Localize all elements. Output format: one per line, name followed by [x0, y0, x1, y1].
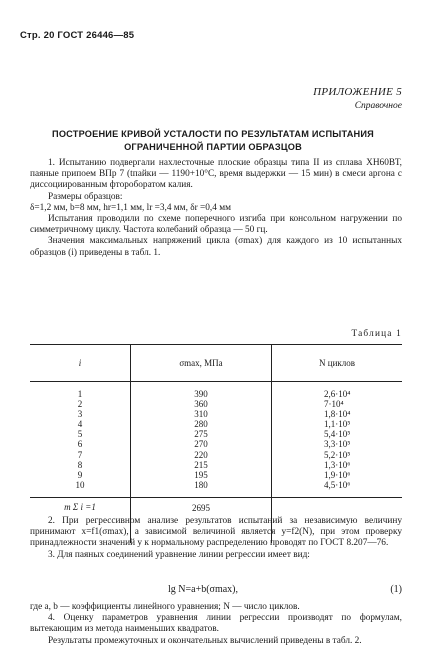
col-header-sigma: σmax, МПа [131, 345, 272, 382]
cell-n: 1,8·10⁴ [324, 409, 351, 420]
intro-text [30, 158, 402, 259]
cell-sigma: 275 [131, 429, 272, 439]
cell-i: 4 [77, 419, 83, 430]
paragraph-10: Результаты промежуточных и окончательных вычислений приведены в табл. 2. [48, 635, 362, 646]
table-row [30, 460, 402, 470]
sum-value: 2695 [131, 497, 272, 543]
col-header-n: N циклов [272, 345, 403, 382]
col-header-i: i [30, 345, 131, 382]
cell-n: 4,5·10⁶ [324, 479, 351, 490]
cell-n: 2,6·10⁴ [324, 389, 351, 399]
cell-sigma: 180 [131, 480, 272, 498]
section-heading [30, 128, 396, 154]
paragraph-8: где a, b — коэффициенты линейного уравнения; N — число циклов. [30, 602, 300, 612]
cell-sigma: 220 [131, 450, 272, 460]
table-row [30, 429, 402, 439]
paragraph-3: δ=1,2 мм, b=8 мм, hr=1,1 мм, lr =3,4 мм, δr =0,4 мм [30, 202, 231, 213]
table-row [30, 439, 402, 449]
paragraph-6: 2. При регрессивном анализе результатов испытаний за независимую величину принимают x=f1(σmax), а зависимой величиной является y=f2(N), при этом проверку принадлежности значений y к нормальному распределению проводят по ГОСТ 8.207—76. [30, 516, 402, 549]
page-header: Стр. 20 ГОСТ 26446—85 [20, 30, 135, 41]
cell-sigma: 195 [131, 470, 272, 480]
table-row [30, 409, 402, 419]
table-row [30, 399, 402, 409]
appendix-subtitle: Справочное [354, 101, 402, 111]
cell-i: 9 [77, 469, 83, 480]
cell-i: 7 [77, 449, 83, 460]
cell-n: 3,3·10⁵ [324, 439, 351, 450]
cell-n: 5,4·10⁵ [324, 429, 351, 440]
cell-i: 1 [77, 389, 83, 399]
paragraph-7: 3. Для паяных соединений уравнение линии регрессии имеет вид: [48, 549, 310, 560]
formula: lg N=a+b(σmax), [168, 584, 238, 595]
table-body [30, 382, 402, 498]
cell-i: 8 [77, 459, 83, 470]
cell-i: 5 [77, 429, 83, 440]
cell-sigma: 390 [131, 382, 272, 400]
heading-line-2: ОГРАНИЧЕННОЙ ПАРТИИ ОБРАЗЦОВ [124, 142, 302, 152]
cell-sigma: 270 [131, 439, 272, 449]
cell-i: 3 [77, 409, 83, 420]
cell-i: 2 [77, 399, 83, 410]
table-caption: Таблица 1 [351, 329, 402, 339]
appendix-block [313, 86, 402, 111]
cell-n: 5,2·10⁵ [324, 449, 351, 460]
paragraph-1: 1. Испытанию подвергали нахлесточные плоские образцы типа II из сплава ХН60ВТ, паяные припоем ВПр 7 (tпайки — 1190+10°С, время выдержки — 15 мин) в смеси аргона с диссоциированным фтороборатом калия. [30, 158, 402, 191]
cell-i: 10 [75, 479, 85, 490]
table-row [30, 480, 402, 498]
cell-n: 1,3·10⁶ [324, 459, 351, 470]
cell-sigma: 310 [131, 409, 272, 419]
formula-number: (1) [390, 584, 402, 595]
paragraph-5: Значения максимальных напряжений цикла (σmax) для каждого из 10 испытанных образцов (i) приведены в табл. 1. [30, 236, 402, 258]
table-row [30, 382, 402, 400]
cell-sigma: 215 [131, 460, 272, 470]
cell-i: 6 [77, 439, 83, 450]
data-table [30, 344, 402, 543]
cell-n: 7·10⁴ [324, 399, 344, 410]
paragraph-2: Размеры образцов: [48, 191, 123, 202]
table-row [30, 470, 402, 480]
heading-line-1: ПОСТРОЕНИЕ КРИВОЙ УСТАЛОСТИ ПО РЕЗУЛЬТАТАМ ИСПЫТАНИЯ [52, 129, 374, 139]
table-row [30, 419, 402, 429]
paragraph-9: 4. Оценку параметров уравнения линии регрессии производят по формулам, вытекающим из метода наименьших квадратов. [30, 613, 402, 635]
lower-text [30, 516, 402, 561]
cell-sigma: 360 [131, 399, 272, 409]
sum-label: m Σ i =1 [30, 497, 131, 543]
appendix-title: ПРИЛОЖЕНИЕ 5 [313, 86, 402, 98]
final-text [30, 602, 402, 647]
cell-sigma: 280 [131, 419, 272, 429]
table-row [30, 450, 402, 460]
cell-n: 1,1·10⁵ [324, 419, 351, 430]
paragraph-4: Испытания проводили по схеме поперечного изгиба при консольном нагружении по симметричному циклу. Частота колебаний образца — 50 гц. [30, 214, 402, 236]
cell-n: 1,9·10⁶ [324, 469, 351, 480]
